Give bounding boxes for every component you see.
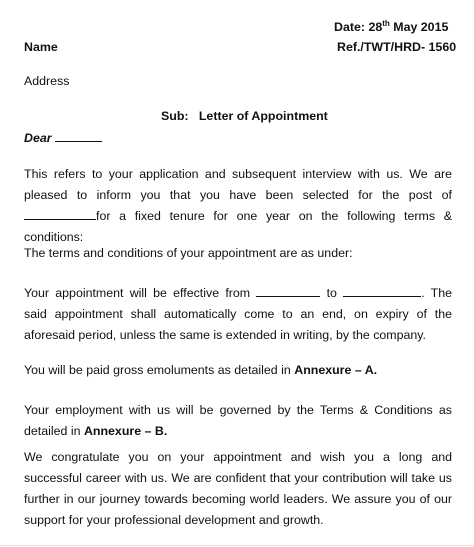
date-label: Date:	[334, 20, 365, 34]
paragraph-emoluments: You will be paid gross emoluments as detailed in Annexure – A.	[24, 363, 378, 377]
annexure-b: Annexure – B.	[83, 424, 168, 438]
salutation: Dear	[24, 129, 102, 145]
address-label: Address	[24, 74, 70, 88]
paragraph-effective-dates: Your appointment will be effective from to . The said appointment shall automatically come to an end, on expiry of the aforesaid period, unless the same is extended in writing, by the company.	[24, 286, 453, 342]
page-bottom-border	[0, 545, 474, 546]
salutation-blank	[55, 129, 102, 142]
date-line	[334, 20, 448, 34]
paragraph-governance: Your employment with us will be governed by the Terms & Conditions as detailed in Annexure – B.	[24, 403, 452, 438]
start-date-blank	[256, 284, 320, 297]
subject-line	[161, 109, 328, 123]
annexure-a: Annexure – A	[294, 363, 374, 377]
reference-number: Ref./TWT/HRD- 1560	[337, 40, 457, 54]
date-day: 28th	[368, 18, 390, 34]
post-blank	[24, 207, 96, 220]
recipient-name-label: Name	[24, 40, 58, 54]
end-date-blank	[343, 284, 421, 297]
date-rest: May 2015	[393, 20, 449, 34]
subject-prefix: Sub:	[161, 109, 189, 123]
paragraph-congratulations: We congratulate you on your appointment and wish you a long and successful career with us. We are confident that your contribution will take us further in our journey towards becoming world leaders. We assure you of our support for your professional development and growth.	[24, 450, 452, 527]
subject-text: Letter of Appointment	[198, 109, 328, 123]
paragraph-selection: This refers to your application and subsequent interview with us. We are pleased to inform you that you have been selected for the post of for a fixed tenure for one year on the following terms & conditions:	[24, 167, 452, 244]
paragraph-terms-intro: The terms and conditions of your appointment are as under:	[24, 246, 353, 260]
